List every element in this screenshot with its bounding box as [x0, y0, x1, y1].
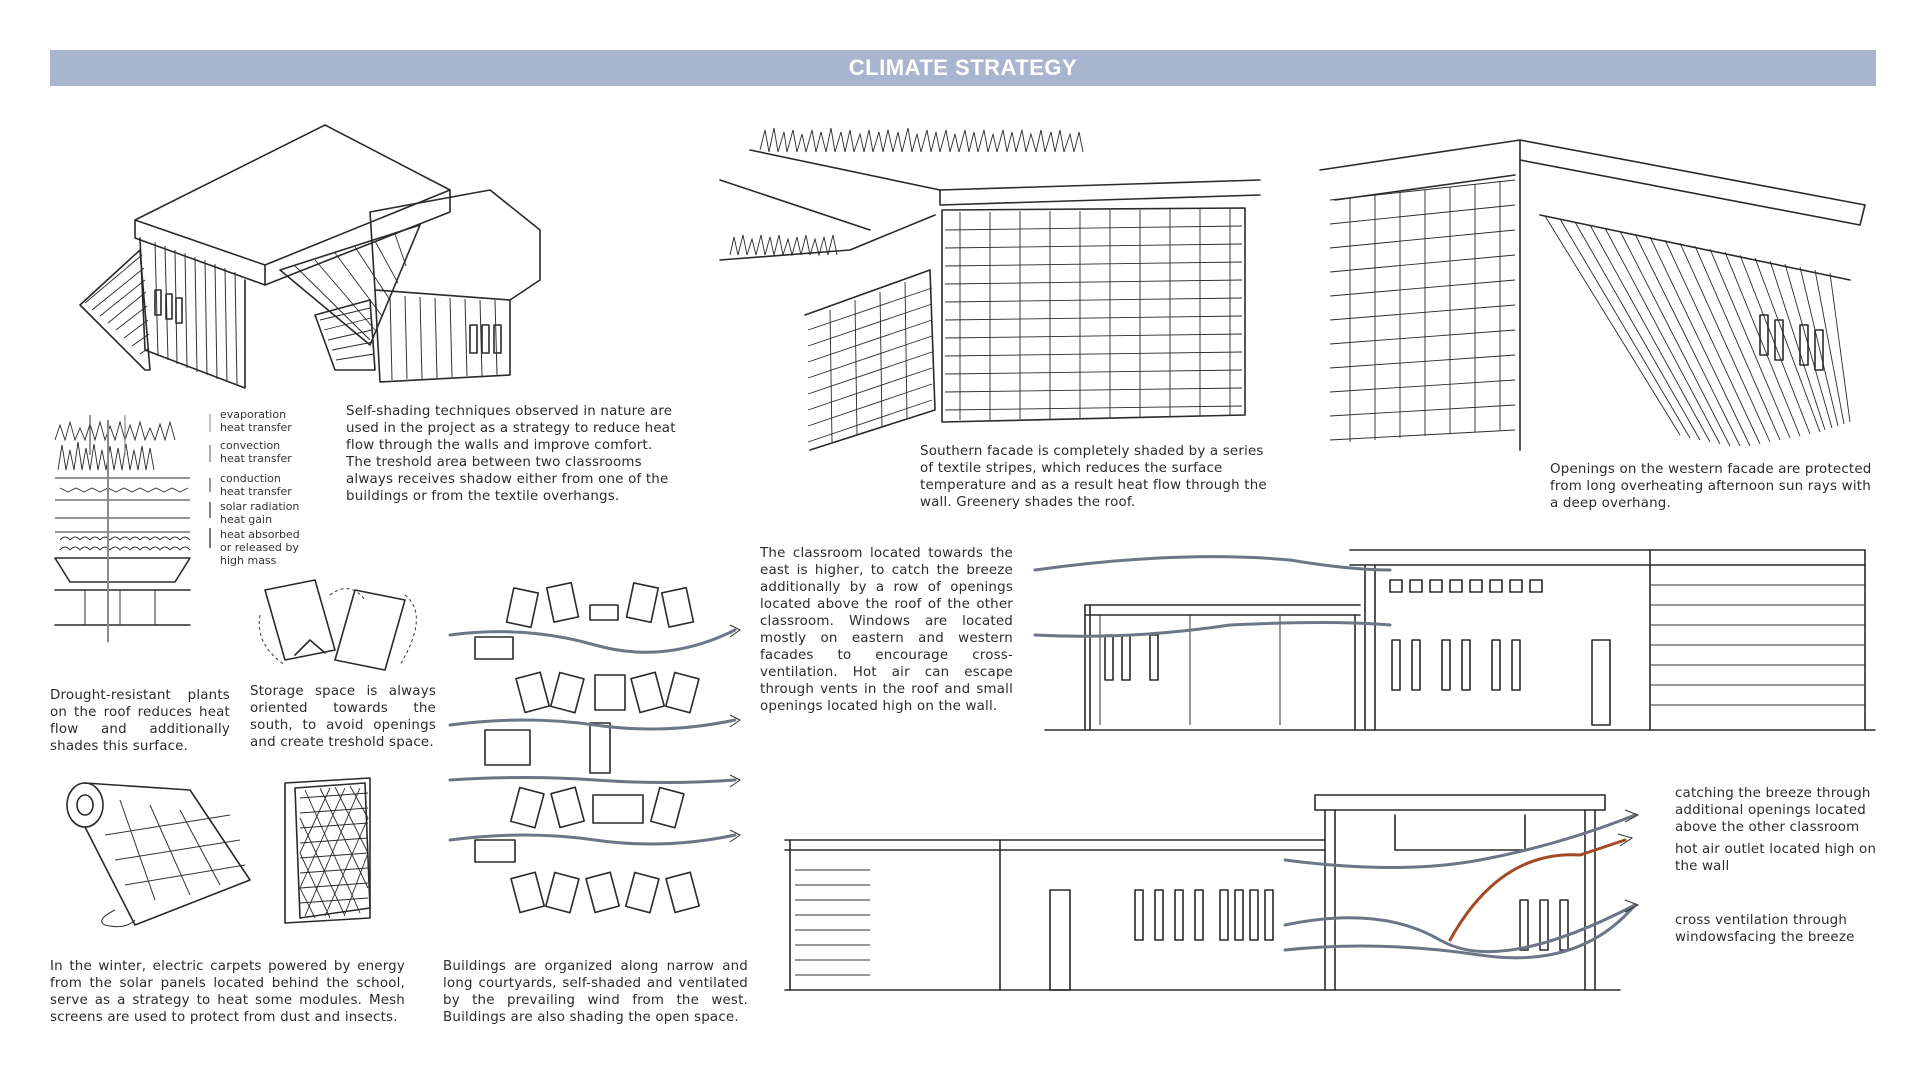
legend-item: conduction heat transfer — [220, 472, 292, 498]
page-title: CLIMATE STRATEGY — [848, 55, 1078, 80]
winter-carpets-caption: In the winter, electric carpets powered by energy from the solar panels located behind the school, serve as a strategy to heat some modules. Mesh screens are used to protect from dust and insects. — [50, 959, 405, 1025]
mesh-screen-sketch — [280, 778, 390, 928]
legend-item: convection heat transfer — [220, 439, 292, 465]
storage-caption: Storage space is always oriented towards the south, to avoid openings and create treshold space. — [250, 684, 436, 750]
electric-carpet-sketch — [60, 780, 260, 930]
legend-item: solar radiation heat gain — [220, 500, 300, 526]
drought-plants-caption: Drought-resistant plants on the roof reduces heat flow and additionally shades this surface. — [50, 688, 230, 754]
breeze-label: catching the breeze through additional openings located above the other classroom — [1675, 786, 1871, 835]
legend-item: evaporation heat transfer — [220, 408, 292, 434]
section-west-sketch — [780, 790, 1650, 1000]
courtyard-plan-sketch — [445, 575, 745, 925]
southern-facade-sketch — [720, 120, 1290, 450]
western-facade-sketch — [1320, 130, 1880, 450]
header-banner — [50, 50, 1876, 86]
legend-item: heat absorbed or released by high mass — [220, 528, 300, 567]
hot-air-label: hot air outlet located high on the wall — [1675, 842, 1877, 874]
legend-arrows — [203, 410, 217, 560]
western-facade-caption: Openings on the western facade are protected from long overheating afternoon sun rays with a deep overhang. — [1550, 462, 1872, 511]
roof-layers-diagram — [50, 410, 200, 650]
self-shading-caption: Self-shading techniques observed in nature are used in the project as a strategy to reduce heat flow through the walls and improve comfort. The treshold area between two classrooms always receives shadow either from one of the buildings or from the textile overhangs. — [346, 404, 676, 504]
section-east-sketch — [1030, 540, 1880, 735]
two-classrooms-sketch — [70, 120, 670, 390]
storage-plan-sketch — [255, 575, 435, 675]
classroom-east-caption: The classroom located towards the east is higher, to catch the breeze additionally by a row of openings located above the roof of the other classroom. Windows are located mostly on eastern and western facades to encourage cross-ventilation. Hot air can escape through vents in the roof and small openings located high on the wall. — [760, 546, 1013, 714]
courtyards-caption: Buildings are organized along narrow and long courtyards, self-shaded and ventilated by the prevailing wind from the west. Buildings are also shading the open space. — [443, 959, 748, 1025]
southern-facade-caption: Southern facade is completely shaded by a series of textile stripes, which reduces the surface temperature and as a result heat flow through the wall. Greenery shades the roof. — [920, 444, 1267, 510]
cross-vent-label: cross ventilation through windowsfacing the breeze — [1675, 913, 1855, 945]
